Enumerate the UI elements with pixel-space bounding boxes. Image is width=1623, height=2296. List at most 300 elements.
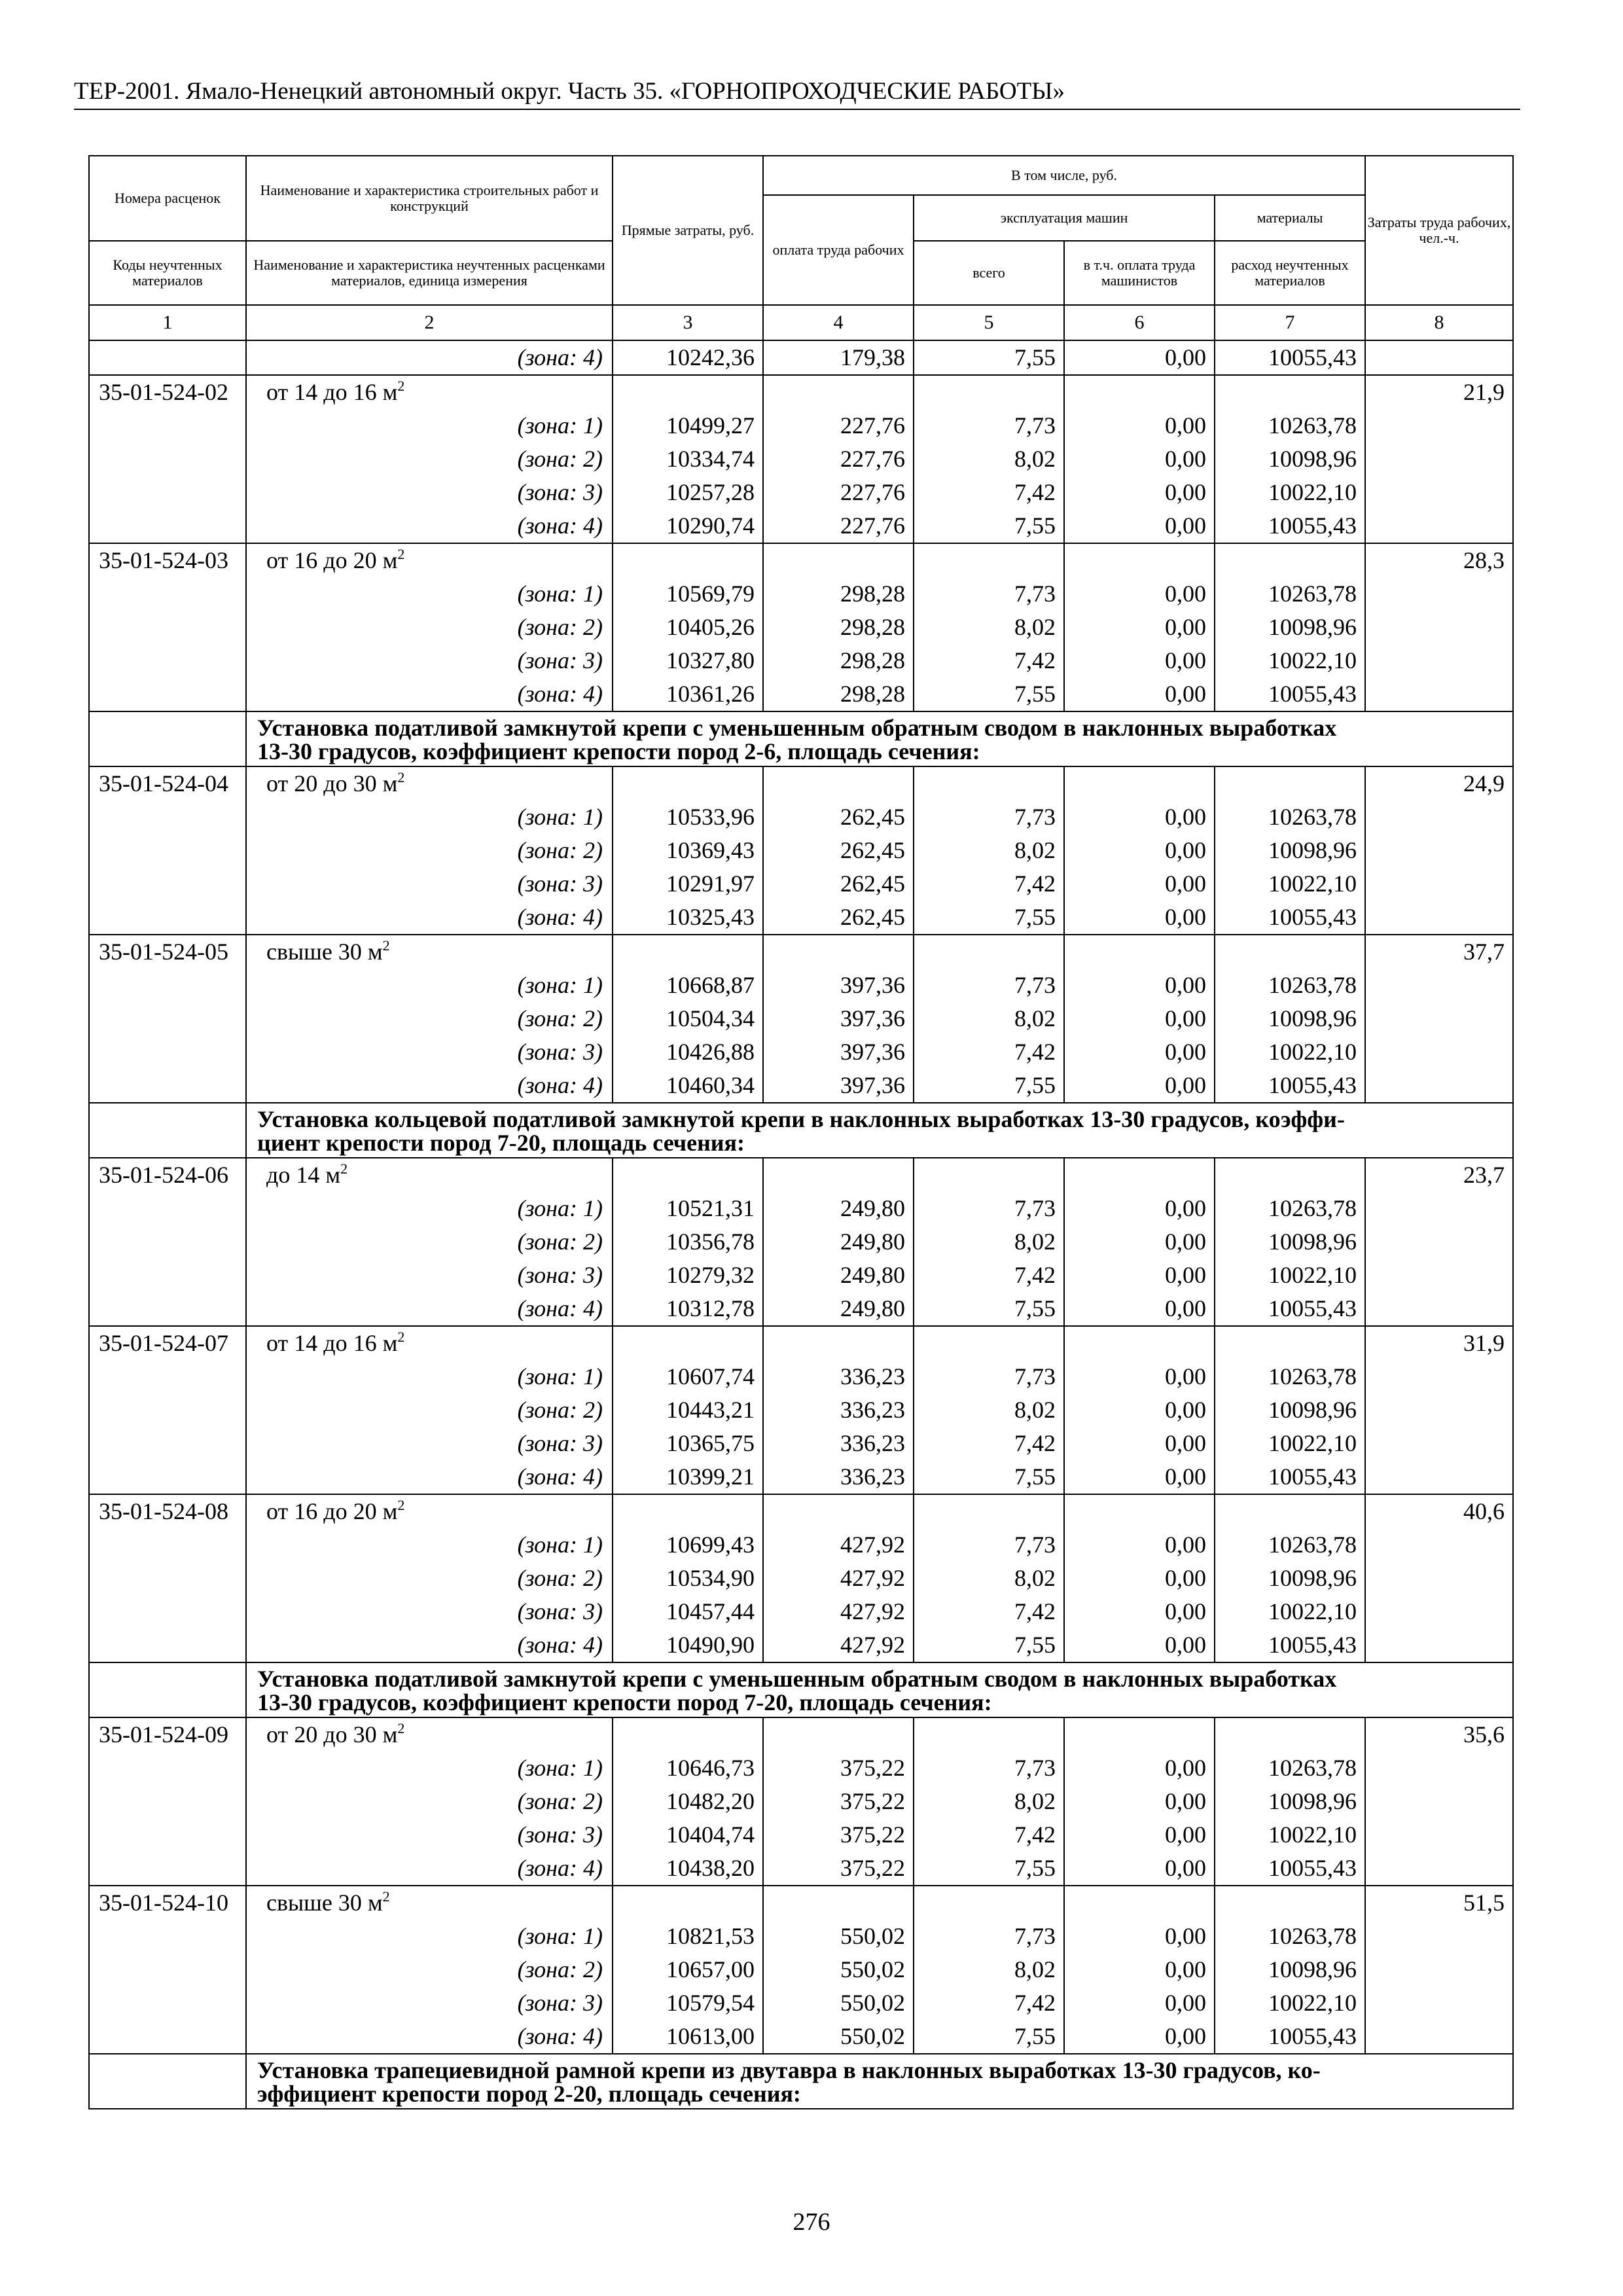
zone-row [89,1069,1513,1103]
code-cell-empty [89,1225,246,1259]
empty-cell [1215,935,1365,969]
operator-pay-cell: 0,00 [1064,1002,1215,1035]
worker-pay-cell: 427,92 [763,1528,914,1562]
direct-costs-cell: 10699,43 [613,1528,763,1562]
direct-costs-cell: 10482,20 [613,1785,763,1818]
operator-pay-cell: 0,00 [1064,409,1215,442]
empty-cell [914,766,1064,800]
operator-pay-cell: 0,00 [1064,1460,1215,1494]
machine-total-cell: 7,42 [914,1818,1064,1852]
empty-cell [613,1886,763,1920]
worker-pay-cell: 249,80 [763,1225,914,1259]
rate-row [89,1717,1513,1751]
header-worker-pay: оплата труда рабочих [763,195,914,305]
worker-pay-cell: 298,28 [763,644,914,677]
section-title-line: 13-30 градусов, коэффициент крепости пород 7-20, площадь сечения: [257,1689,992,1715]
code-cell-empty [89,1069,246,1103]
zone-row [89,1852,1513,1886]
code-cell-empty [89,1292,246,1326]
zone-row [89,1953,1513,1986]
labor-costs-value: 37,7 [1365,935,1513,969]
zone-label: (зона: 4) [246,1292,613,1326]
rate-name-text: от 16 до 20 [266,1498,377,1524]
direct-costs-cell: 10490,90 [613,1628,763,1662]
area-power: 2 [397,378,405,394]
material-use-cell: 10263,78 [1215,1751,1365,1785]
zone-row [89,677,1513,711]
column-number: 4 [763,305,914,340]
worker-pay-cell: 249,80 [763,1259,914,1292]
running-header: ТЕР-2001. Ямало-Ненецкий автономный округ. Часть 35. «ГОРНОПРОХОДЧЕСКИЕ РАБОТЫ» [74,77,1520,110]
material-use-cell: 10055,43 [1215,2020,1365,2054]
labor-cell-empty [1365,1427,1513,1460]
code-cell-empty [89,1818,246,1852]
labor-costs-value: 28,3 [1365,543,1513,577]
labor-cell-empty [1365,409,1513,442]
code-cell-empty [89,1920,246,1953]
rate-name-text: свыше 30 [266,1890,362,1916]
code-cell-empty [89,476,246,509]
zone-row [89,1427,1513,1460]
empty-cell [914,375,1064,409]
operator-pay-cell: 0,00 [1064,1986,1215,2020]
rate-row [89,766,1513,800]
worker-pay-cell: 179,38 [763,340,914,375]
zone-label: (зона: 1) [246,409,613,442]
machine-total-cell: 7,42 [914,1035,1064,1069]
operator-pay-cell: 0,00 [1064,901,1215,935]
empty-cell [763,1158,914,1192]
rate-name [246,1494,613,1528]
zone-label: (зона: 1) [246,1751,613,1785]
code-cell-empty [89,1751,246,1785]
material-use-cell: 10022,10 [1215,1427,1365,1460]
zone-row [89,577,1513,611]
area-power: 2 [397,1720,405,1736]
area-power: 2 [340,1160,348,1177]
zone-row [89,1595,1513,1628]
labor-cell-empty [1365,1562,1513,1595]
zone-row [89,409,1513,442]
zone-label: (зона: 4) [246,901,613,935]
rate-name-text: от 20 до 30 [266,770,377,797]
area-power: 2 [397,1497,405,1513]
direct-costs-cell: 10460,34 [613,1069,763,1103]
rate-name [246,1717,613,1751]
operator-pay-cell: 0,00 [1064,1225,1215,1259]
empty-cell [914,1494,1064,1528]
empty-cell [763,1494,914,1528]
labor-cell-empty [1365,1920,1513,1953]
material-use-cell: 10098,96 [1215,442,1365,476]
zone-label: (зона: 4) [246,509,613,543]
labor-cell-empty [1365,1785,1513,1818]
direct-costs-cell: 10426,88 [613,1035,763,1069]
rate-row [89,1326,1513,1360]
code-cell-empty [89,1427,246,1460]
code-cell-empty [89,1953,246,1986]
machine-total-cell: 7,55 [914,1852,1064,1886]
header-materials: материалы [1215,195,1365,241]
empty-cell [1215,1886,1365,1920]
labor-cell-empty [1365,1259,1513,1292]
section-row [89,1103,1513,1158]
area-power: 2 [397,546,405,562]
machine-total-cell: 8,02 [914,1225,1064,1259]
zone-label: (зона: 2) [246,1225,613,1259]
area-power: 2 [382,937,390,954]
operator-pay-cell: 0,00 [1064,1920,1215,1953]
zone-label: (зона: 3) [246,1259,613,1292]
empty-cell [613,1494,763,1528]
header-total: всего [914,241,1064,305]
section-title [246,711,1513,766]
worker-pay-cell: 336,23 [763,1393,914,1427]
labor-costs-value: 31,9 [1365,1326,1513,1360]
operator-pay-cell: 0,00 [1064,1785,1215,1818]
section-code-empty [89,1103,246,1158]
zone-row [89,1562,1513,1595]
direct-costs-cell: 10657,00 [613,1953,763,1986]
header-name-materials: Наименование и характеристика неучтенных расценками материалов, единица измерения [246,241,613,305]
zone-row [89,1360,1513,1393]
material-use-cell: 10098,96 [1215,1225,1365,1259]
operator-pay-cell: 0,00 [1064,1852,1215,1886]
direct-costs-cell: 10291,97 [613,867,763,901]
material-use-cell: 10022,10 [1215,1986,1365,2020]
zone-row [89,476,1513,509]
zone-row [89,1002,1513,1035]
material-use-cell: 10055,43 [1215,1069,1365,1103]
header-name-works: Наименование и характеристика строительных работ и конструкций [246,156,613,241]
worker-pay-cell: 249,80 [763,1192,914,1225]
direct-costs-cell: 10579,54 [613,1986,763,2020]
material-use-cell: 10055,43 [1215,1292,1365,1326]
operator-pay-cell: 0,00 [1064,1360,1215,1393]
zone-label: (зона: 3) [246,867,613,901]
machine-total-cell: 8,02 [914,1953,1064,1986]
rate-name-text: от 16 до 20 [266,547,377,573]
rate-row [89,543,1513,577]
machine-total-cell: 7,55 [914,1069,1064,1103]
direct-costs-cell: 10279,32 [613,1259,763,1292]
material-use-cell: 10098,96 [1215,1562,1365,1595]
operator-pay-cell: 0,00 [1064,969,1215,1002]
worker-pay-cell: 397,36 [763,1002,914,1035]
section-title [246,2054,1513,2109]
machine-total-cell: 7,55 [914,677,1064,711]
machine-total-cell: 7,42 [914,867,1064,901]
labor-cell-empty [1365,1852,1513,1886]
code-cell-empty [89,867,246,901]
section-code-empty [89,1662,246,1717]
code-cell-empty [89,1460,246,1494]
code-cell-empty [89,969,246,1002]
machine-total-cell: 7,42 [914,644,1064,677]
operator-pay-cell: 0,00 [1064,1192,1215,1225]
worker-pay-cell: 227,76 [763,476,914,509]
area-unit: м [382,379,398,405]
rate-code: 35-01-524-08 [89,1494,246,1528]
direct-costs-cell: 10356,78 [613,1225,763,1259]
worker-pay-cell: 550,02 [763,1986,914,2020]
operator-pay-cell: 0,00 [1064,1953,1215,1986]
rate-name-text: до 14 [266,1162,320,1188]
rate-name-text: от 20 до 30 [266,1721,377,1748]
zone-row [89,1259,1513,1292]
code-cell-empty [89,509,246,543]
operator-pay-cell: 0,00 [1064,644,1215,677]
material-use-cell: 10263,78 [1215,969,1365,1002]
rate-name-text: от 14 до 16 [266,1330,377,1356]
section-title-line: Установка податливой замкнутой крепи с уменьшенным обратным сводом в наклонных выработках [257,715,1337,741]
code-cell-empty [89,409,246,442]
direct-costs-cell: 10646,73 [613,1751,763,1785]
worker-pay-cell: 397,36 [763,1069,914,1103]
operator-pay-cell: 0,00 [1064,1069,1215,1103]
column-number: 6 [1064,305,1215,340]
rate-code: 35-01-524-02 [89,375,246,409]
machine-total-cell: 7,42 [914,1259,1064,1292]
material-use-cell: 10022,10 [1215,1035,1365,1069]
operator-pay-cell: 0,00 [1064,1259,1215,1292]
labor-costs-value: 40,6 [1365,1494,1513,1528]
labor-costs-value: 51,5 [1365,1886,1513,1920]
empty-cell [763,935,914,969]
material-use-cell: 10098,96 [1215,1785,1365,1818]
empty-cell [1064,543,1215,577]
material-use-cell: 10055,43 [1215,509,1365,543]
column-number: 1 [89,305,246,340]
direct-costs-cell: 10534,90 [613,1562,763,1595]
area-unit: м [382,547,398,573]
empty-cell [763,766,914,800]
worker-pay-cell: 262,45 [763,867,914,901]
section-row [89,1662,1513,1717]
operator-pay-cell: 0,00 [1064,1628,1215,1662]
zone-row [89,1751,1513,1785]
zone-row [89,1528,1513,1562]
section-code-empty [89,2054,246,2109]
zone-label: (зона: 3) [246,1427,613,1460]
worker-pay-cell: 262,45 [763,800,914,834]
labor-cell-empty [1365,1225,1513,1259]
worker-pay-cell: 375,22 [763,1818,914,1852]
operator-pay-cell: 0,00 [1064,442,1215,476]
labor-cell-empty [1365,1069,1513,1103]
zone-row [89,1292,1513,1326]
labor-cell-empty [1365,800,1513,834]
zone-row [89,340,1513,375]
rate-name [246,543,613,577]
labor-cell-empty [1365,1595,1513,1628]
empty-cell [613,766,763,800]
rate-row [89,1158,1513,1192]
labor-cell-empty [1365,1360,1513,1393]
material-use-cell: 10055,43 [1215,1852,1365,1886]
rate-code: 35-01-524-09 [89,1717,246,1751]
labor-cell-empty [1365,340,1513,375]
machine-total-cell: 7,73 [914,577,1064,611]
section-title [246,1103,1513,1158]
material-use-cell: 10098,96 [1215,1393,1365,1427]
operator-pay-cell: 0,00 [1064,1751,1215,1785]
empty-cell [914,1717,1064,1751]
section-title-line: Установка трапециевидной рамной крепи из двутавра в наклонных выработках 13-30 градусов, ко- [257,2057,1321,2083]
code-cell-empty [89,1360,246,1393]
labor-cell-empty [1365,1751,1513,1785]
zone-label: (зона: 2) [246,1393,613,1427]
empty-cell [1064,935,1215,969]
zone-row [89,1393,1513,1427]
material-use-cell: 10022,10 [1215,1259,1365,1292]
operator-pay-cell: 0,00 [1064,1595,1215,1628]
zone-label: (зона: 4) [246,677,613,711]
rates-table [88,155,1514,2109]
header-labor-costs: Затраты труда рабочих, чел.-ч. [1365,156,1513,305]
machine-total-cell: 7,73 [914,1528,1064,1562]
empty-cell [1215,375,1365,409]
zone-label: (зона: 1) [246,1920,613,1953]
labor-cell-empty [1365,1528,1513,1562]
labor-costs-value: 21,9 [1365,375,1513,409]
operator-pay-cell: 0,00 [1064,577,1215,611]
labor-cell-empty [1365,1035,1513,1069]
worker-pay-cell: 397,36 [763,969,914,1002]
rate-code: 35-01-524-10 [89,1886,246,1920]
labor-cell-empty [1365,1292,1513,1326]
header-material-use: расход неучтенных материалов [1215,241,1365,305]
code-cell-empty [89,1595,246,1628]
worker-pay-cell: 427,92 [763,1562,914,1595]
empty-cell [1215,1717,1365,1751]
header-material-codes: Коды неучтенных материалов [89,241,246,305]
operator-pay-cell: 0,00 [1064,476,1215,509]
zone-label: (зона: 2) [246,611,613,644]
section-code-empty [89,711,246,766]
zone-row [89,1986,1513,2020]
material-use-cell: 10263,78 [1215,1528,1365,1562]
material-use-cell: 10022,10 [1215,476,1365,509]
material-use-cell: 10055,43 [1215,1628,1365,1662]
column-number: 7 [1215,305,1365,340]
direct-costs-cell: 10369,43 [613,834,763,867]
operator-pay-cell: 0,00 [1064,1292,1215,1326]
machine-total-cell: 8,02 [914,834,1064,867]
section-row [89,711,1513,766]
material-use-cell: 10098,96 [1215,834,1365,867]
labor-cell-empty [1365,1953,1513,1986]
code-cell-empty [89,1393,246,1427]
column-number: 3 [613,305,763,340]
section-title-line: эффициент крепости пород 2-20, площадь сечения: [257,2081,801,2107]
column-number: 8 [1365,305,1513,340]
rate-code: 35-01-524-07 [89,1326,246,1360]
direct-costs-cell: 10257,28 [613,476,763,509]
area-unit: м [382,1721,398,1748]
labor-cell-empty [1365,1818,1513,1852]
code-cell-empty [89,901,246,935]
worker-pay-cell: 375,22 [763,1852,914,1886]
material-use-cell: 10098,96 [1215,1002,1365,1035]
worker-pay-cell: 249,80 [763,1292,914,1326]
labor-cell-empty [1365,1628,1513,1662]
machine-total-cell: 7,73 [914,969,1064,1002]
code-cell-empty [89,2020,246,2054]
zone-label: (зона: 2) [246,442,613,476]
section-title [246,1662,1513,1717]
labor-cell-empty [1365,577,1513,611]
zone-label: (зона: 4) [246,2020,613,2054]
zone-label: (зона: 2) [246,1562,613,1595]
rate-name [246,375,613,409]
zone-label: (зона: 1) [246,800,613,834]
rate-name [246,1326,613,1360]
labor-cell-empty [1365,969,1513,1002]
worker-pay-cell: 375,22 [763,1785,914,1818]
code-cell-empty [89,1986,246,2020]
worker-pay-cell: 336,23 [763,1427,914,1460]
area-unit: м [382,1498,398,1524]
rate-code: 35-01-524-05 [89,935,246,969]
worker-pay-cell: 550,02 [763,1953,914,1986]
material-use-cell: 10263,78 [1215,577,1365,611]
section-title-line: Установка податливой замкнутой крепи с уменьшенным обратным сводом в наклонных выработках [257,1666,1337,1692]
zone-row [89,1035,1513,1069]
zone-label: (зона: 3) [246,476,613,509]
zone-row [89,611,1513,644]
operator-pay-cell: 0,00 [1064,1528,1215,1562]
worker-pay-cell: 262,45 [763,901,914,935]
material-use-cell: 10022,10 [1215,1818,1365,1852]
direct-costs-cell: 10404,74 [613,1818,763,1852]
code-cell-empty [89,611,246,644]
header-operator-pay: в т.ч. оплата труда машинистов [1064,241,1215,305]
labor-cell-empty [1365,1460,1513,1494]
zone-label: (зона: 4) [246,1852,613,1886]
labor-cell-empty [1365,2020,1513,2054]
direct-costs-cell: 10242,36 [613,340,763,375]
worker-pay-cell: 375,22 [763,1751,914,1785]
rate-name-text: от 14 до 16 [266,379,377,405]
empty-cell [1215,543,1365,577]
zone-label: (зона: 1) [246,577,613,611]
empty-cell [1215,1326,1365,1360]
direct-costs-cell: 10438,20 [613,1852,763,1886]
machine-total-cell: 7,42 [914,1427,1064,1460]
empty-cell [914,935,1064,969]
machine-total-cell: 7,73 [914,1360,1064,1393]
machine-total-cell: 7,42 [914,1595,1064,1628]
zone-label: (зона: 3) [246,1595,613,1628]
section-title-line: циент крепости пород 7-20, площадь сечения: [257,1130,745,1156]
labor-costs-value: 35,6 [1365,1717,1513,1751]
empty-cell [914,1326,1064,1360]
zone-label: (зона: 2) [246,834,613,867]
worker-pay-cell: 227,76 [763,509,914,543]
section-title-line: Установка кольцевой податливой замкнутой крепи в наклонных выработках 13-30 градусов, коэффи- [257,1106,1345,1132]
operator-pay-cell: 0,00 [1064,340,1215,375]
worker-pay-cell: 427,92 [763,1628,914,1662]
machine-total-cell: 7,73 [914,1751,1064,1785]
labor-cell-empty [1365,509,1513,543]
header-including: В том числе, руб. [763,156,1365,195]
rate-code: 35-01-524-03 [89,543,246,577]
empty-cell [613,1717,763,1751]
rate-name [246,766,613,800]
material-use-cell: 10263,78 [1215,800,1365,834]
material-use-cell: 10263,78 [1215,1920,1365,1953]
